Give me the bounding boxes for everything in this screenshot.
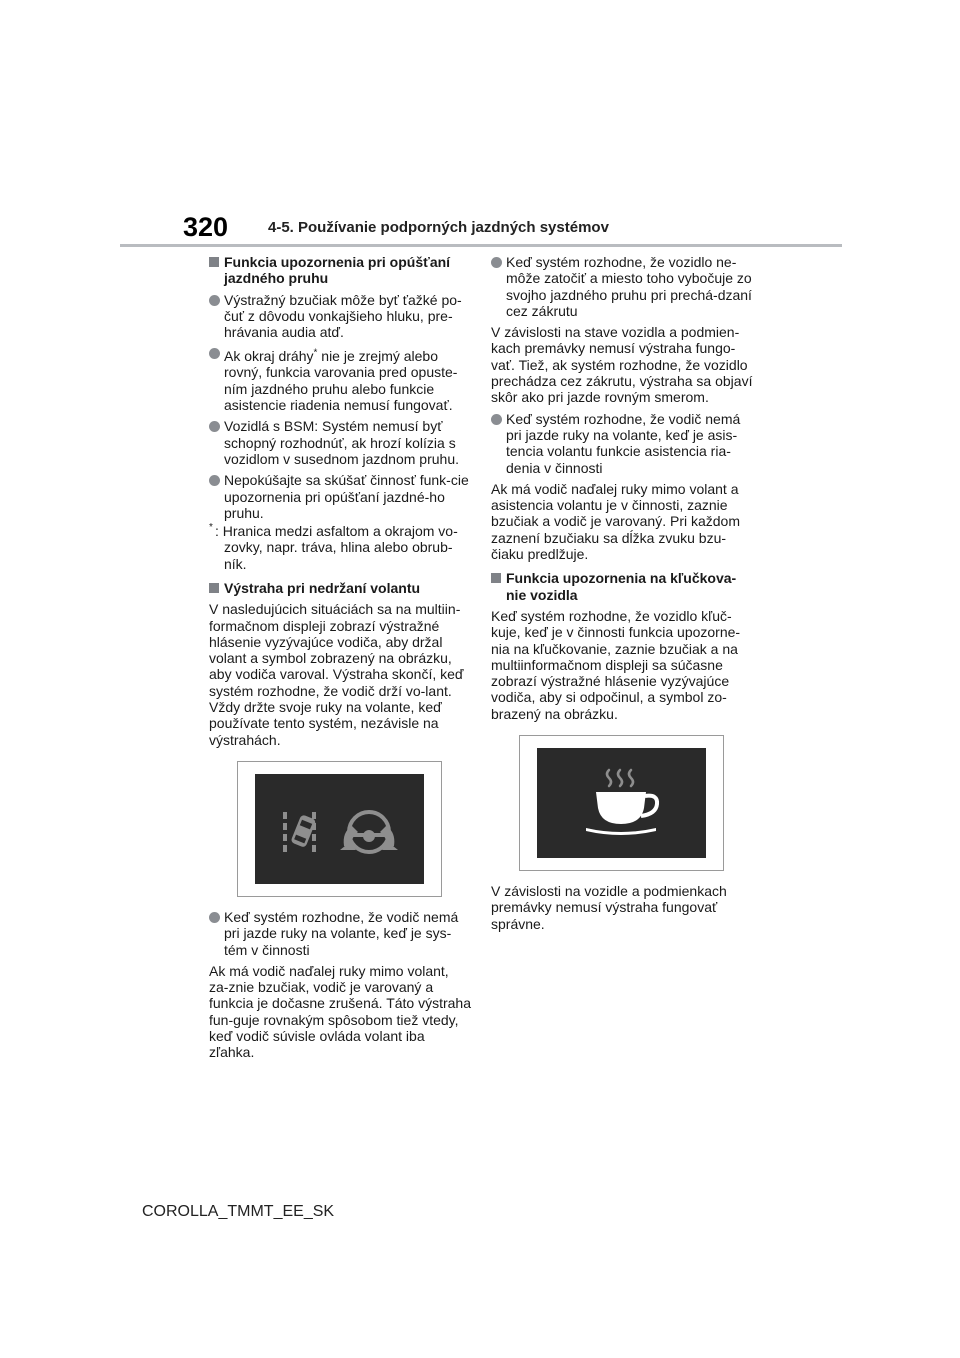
section-title: 4-5. Používanie podporných jazdných systémov [268, 219, 609, 236]
footnote-mark: * [209, 522, 213, 534]
circle-icon [209, 295, 220, 306]
footnote-reference: * [313, 347, 318, 359]
bullet-text-part: nie je zrejmý alebo rovný, funkcia varovania pred opuste-ním jazdného pruhu alebo funkcie asistencie riadenia nemusí fungovať. [224, 348, 458, 414]
circle-icon [209, 348, 220, 359]
paragraph: V nasledujúcich situáciách sa na multiin-formačnom displeji zobrazí výstražné hlásenie vyzývajúce vodiča, aby držal volant a symbol zobrazený na obrázku, aby vodiča varoval. Výstraha skončí, keď systém rozhodne, že vodič drží vo-lant. Vždy držte svoje ruky na volante, keď používate tento systém, nezávisle na výstrahách. [209, 601, 464, 748]
bullet-text [224, 348, 457, 413]
bullet-text: Nepokúšajte sa skúšať činnosť funk-cie upozornenia pri opúšťaní jazdné-ho pruhu. [224, 472, 469, 521]
left-column [209, 254, 471, 1066]
paragraph: Keď systém rozhodne, že vozidlo kľuč-kuje, keď je v činnosti funkcia upozorne-nia na kľučkovanie, zaznie bzučiak a na multiinformačnom displeji sa súčasne zobrazí výstražné hlásenie vyzývajúce vodiča, aby si odpočinul, a symbol zo-brazený na obrázku. [491, 607, 741, 722]
circle-icon [209, 475, 220, 486]
bullet-text: Keď systém rozhodne, že vodič nemá pri jazde ruky na volante, keď je sys-tém v činnosti [224, 908, 459, 958]
circle-icon [491, 414, 502, 425]
circle-icon [209, 421, 220, 432]
heading-text: Funkcia upozornenia pri opúšťaní jazdného pruhu [224, 254, 451, 287]
bullet-text: Keď systém rozhodne, že vozidlo ne-môže zatočiť a miesto toho vybočuje zo svojho jazdného pruhu pri prechá-dzaní cez zákrutu [506, 254, 752, 319]
bullet-text-part: Ak okraj dráhy [224, 348, 314, 365]
paragraph: Ak má vodič naďalej ruky mimo volant, za-znie bzučiak, vodič je varovaný a funkcia je dočasne zrušená. Táto výstraha fun-guje rovnakým spôsobom tiež vtedy, keď vodič súvisle ovláda volant iba zľahka. [209, 962, 472, 1061]
paragraph: V závislosti na stave vozidla a podmien-kach premávky nemusí výstraha fungo-vať. Tiež, ak systém rozhodne, že vozidlo prechádza cez zákrutu, výstraha sa objaví skôr ako pri jazde rovným smerom. [491, 324, 753, 406]
paragraph: Ak má vodič naďalej ruky mimo volant a asistencia volantu je v činnosti, zaznie bzučiak a vodič je varovaný. Pri každom zaznení bzučiaku sa dĺžka zvuku bzu-čiaku predlžuje. [491, 480, 740, 563]
square-icon [209, 583, 219, 593]
header-divider [120, 244, 842, 247]
bullet-item [209, 292, 471, 341]
bullet-text: Výstražný bzučiak môže byť ťažké po-čuť z dôvodu vonkajšieho hluku, pre-hrávania audia atď. [224, 291, 462, 341]
heading-sway-warning [491, 570, 753, 603]
bullet-item [209, 345, 471, 413]
bullet-item [491, 254, 753, 319]
circle-icon [491, 257, 502, 268]
bullet-item [491, 411, 753, 476]
paragraph: V závislosti na vozidle a podmienkach premávky nemusí výstraha fungovať správne. [491, 883, 727, 932]
heading-lane-departure [209, 254, 471, 287]
document-code: COROLLA_TMMT_EE_SK [142, 1203, 335, 1220]
heading-steering-warning [209, 580, 471, 596]
lane-departure-steering-icon [238, 762, 441, 896]
square-icon [209, 257, 219, 267]
square-icon [491, 573, 501, 583]
right-column [491, 254, 753, 937]
bullet-item [209, 418, 471, 467]
page-number: 320 [183, 212, 229, 242]
heading-text: Funkcia upozornenia na kľučkova-nie vozidla [506, 570, 737, 603]
figure-sway-warning-display [519, 735, 724, 871]
footnote [209, 523, 471, 572]
bullet-text: Keď systém rozhodne, že vodič nemá pri jazde ruky na volante, keď je asis-tencia volantu funkcie asistencia ria-denia v činnosti [506, 410, 741, 476]
bullet-text: Vozidlá s BSM: Systém nemusí byť schopný rozhodnúť, ak hrozí kolízia s vozidlom v susednom jazdnom pruhu. [224, 418, 460, 467]
bullet-item [209, 909, 471, 958]
heading-text: Výstraha pri nedržaní volantu [224, 580, 421, 596]
circle-icon [209, 912, 220, 923]
coffee-cup-icon [520, 736, 723, 870]
figure-lane-departure-display [237, 761, 442, 897]
bullet-item [209, 472, 471, 521]
footnote-text: : Hranica medzi asfaltom a okrajom vo-zovky, napr. tráva, hlina alebo obrub-ník. [215, 523, 458, 572]
